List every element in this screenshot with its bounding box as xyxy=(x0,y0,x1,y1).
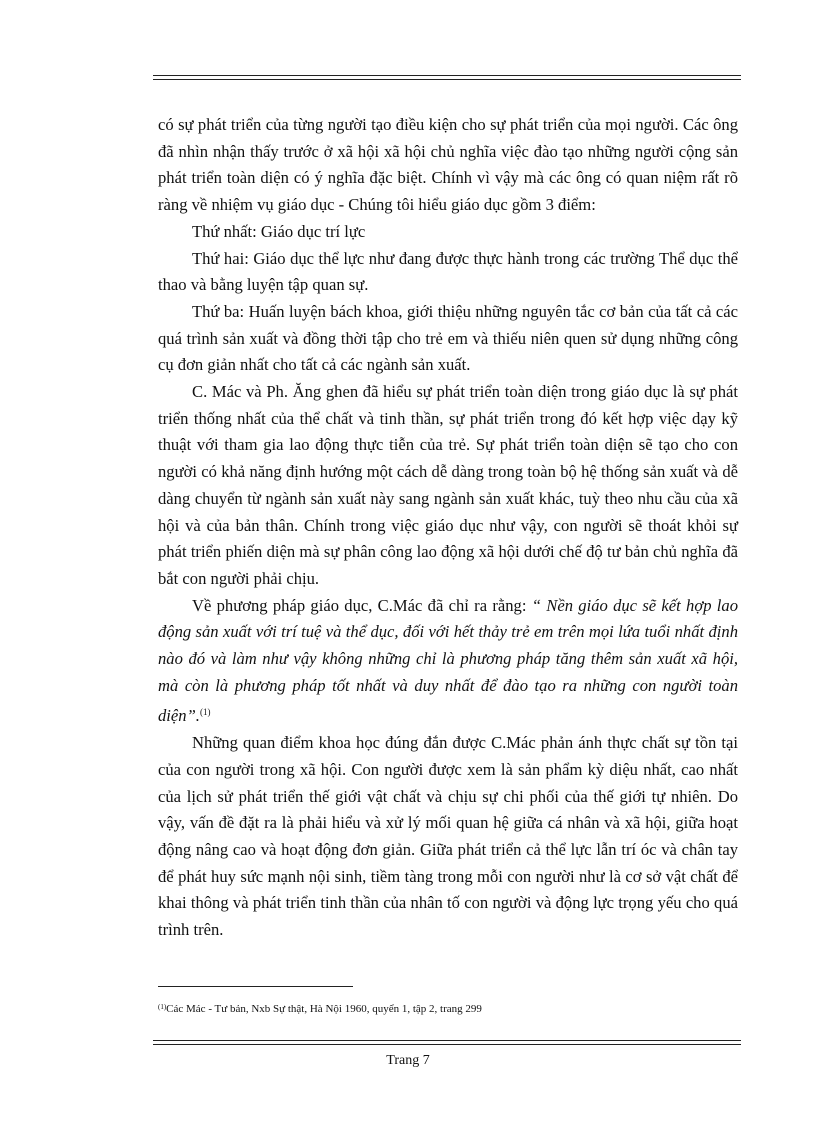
paragraph-7: Những quan điểm khoa học đúng đắn được C.Mác phản ánh thực chất sự tồn tại của con người trong xã hội. Con người được xem là sản phẩm kỳ diệu nhất, cao nhất của lịch sử phát triển thế giới vật chất và chịu sự chi phối của thế giới tự nhiên. Do vậy, vấn đề đặt ra là phải hiểu và xử lý mối quan hệ giữa cá nhân và xã hội, giữa hoạt động nâng cao và hoạt động đơn giản. Giữa phát triển cả thể lực lẫn trí óc và chân tay để phát huy sức mạnh nội sinh, tiềm tàng trong mỗi con người như là cơ sở vật chất để khai thông và phát triển tinh thần của nhân tố con người và động lực trọng yếu cho quá trình trên. xyxy=(158,733,738,940)
footer-double-rule xyxy=(153,1040,741,1045)
document-body xyxy=(158,112,738,944)
paragraph-4: Thứ ba: Huấn luyện bách khoa, giới thiệu những nguyên tắc cơ bản của tất cả các quá trình sản xuất và đồng thời tập cho trẻ em và thiếu niên quen sử dụng những công cụ đơn giản nhất cho tất cả các ngành sản xuất. xyxy=(158,301,738,375)
paragraph-5: C. Mác và Ph. Ăng ghen đã hiểu sự phát triển toàn diện trong giáo dục là sự phát triển thống nhất của thể chất và tinh thần, sự phát triển trong đó kết hợp việc dạy kỹ thuật với tham gia lao động thực tiễn của trẻ. Sự phát triển toàn diện sẽ tạo cho con người có khả năng định hướng một cách dễ dàng trong toàn bộ hệ thống sản xuất và dễ dàng chuyển từ ngành sản xuất này sang ngành sản xuất khác, tuỳ theo nhu cầu của xã hội và của bản thân. Chính trong việc giáo dục như vậy, con người sẽ thoát khỏi sự phát triển phiến diện mà sự phân công lao động xã hội dưới chế độ tư bản chủ nghĩa đã bắt con người phải chịu. xyxy=(158,382,738,588)
header-double-rule xyxy=(153,75,741,80)
paragraph-2: Thứ nhất: Giáo dục trí lực xyxy=(192,221,366,241)
footnote-text: Các Mác - Tư bản, Nxb Sự thật, Hà Nội 1960, quyển 1, tập 2, trang 299 xyxy=(166,1003,482,1015)
marx-quote: “ Nền giáo dục sẽ kết hợp lao động sản xuất với trí tuệ và thể dục, đối với hết thảy trẻ em trên mọi lứa tuổi nhất định nào đó và làm như vậy không những chỉ là phương pháp tăng thêm sản xuất xã hội, mà còn là phương pháp tốt nhất và duy nhất để đào tạo ra những con người toàn diện”. xyxy=(158,595,739,726)
page-number: Trang 7 xyxy=(386,1053,430,1068)
footnote-marker: (1) xyxy=(158,1003,167,1011)
paragraph-3: Thứ hai: Giáo dục thể lực như đang được thực hành trong các trường Thể dục thể thao và bằng luyện tập quan sự. xyxy=(158,248,738,295)
paragraph-6 xyxy=(158,593,738,731)
footnote-separator xyxy=(158,986,353,987)
footnote xyxy=(158,1000,482,1016)
paragraph-6-intro: Về phương pháp giáo dục, C.Mác đã chỉ ra rằng: xyxy=(192,595,532,615)
paragraph-1: có sự phát triển của từng người tạo điều kiện cho sự phát triển của mọi người. Các ông đã nhìn nhận thấy trước ở xã hội xã hội chủ nghĩa việc đào tạo những người cộng sản phát triển toàn diện có ý nghĩa đặc biệt. Chính vì vậy mà các ông có quan niệm rất rõ ràng về nhiệm vụ giáo dục - Chúng tôi hiểu giáo dục gồm 3 điểm: xyxy=(158,115,738,215)
footnote-reference[interactable]: (1) xyxy=(199,707,211,718)
